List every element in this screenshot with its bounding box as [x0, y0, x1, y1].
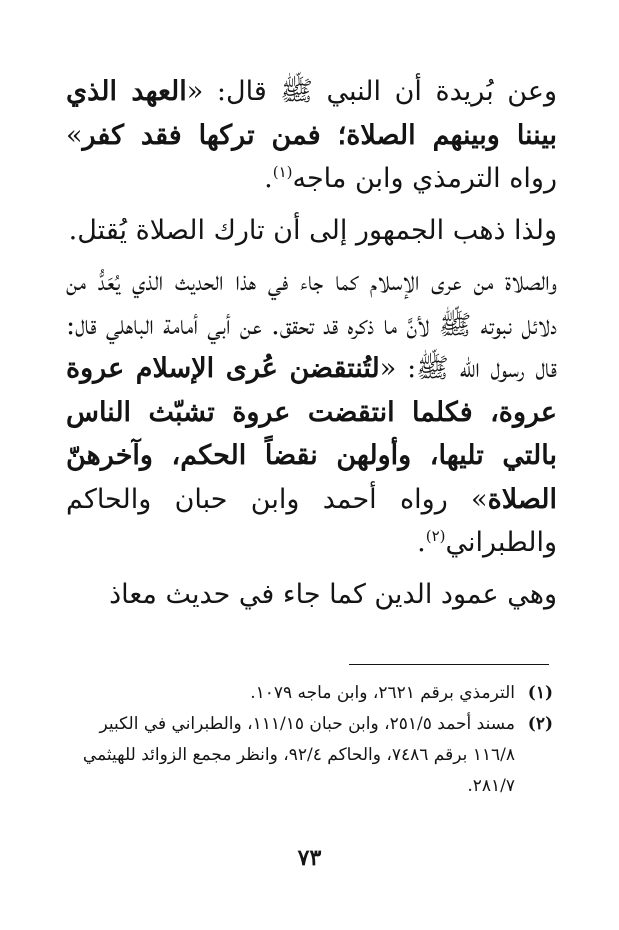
- ruling-text: ولذا ذهب الجمهور إلى أن تارك الصلاة يُقتل.: [68, 214, 557, 246]
- narration-source: » رواه أحمد وابن حبان والحاكم والطبراني: [66, 483, 557, 558]
- footnote-text: الترمذي برقم ٢٦٢١، وابن ماجه ١٠٧٩.: [250, 683, 515, 703]
- hadith-quote: لتُنتقضن عُرى الإسلام عروة عروة، فكلما انتقضت عروة تشبّث الناس بالتي تليها، وأولهن نقضاً الحكم، وآخرهنّ الصلاة: [66, 353, 557, 515]
- paragraph-pillar-of-religion: [66, 573, 557, 617]
- footnote-text: مسند أحمد ٢٥١/٥، وابن حبان ١١١/١٥، والطبراني في الكبير ١١٦/٨ برقم ٧٤٨٦، والحاكم ٩٢/٤، وانظر مجمع الزوائد للهيثمي ٢٨١/٧.: [82, 714, 515, 796]
- sentence-end: .: [264, 163, 273, 194]
- paragraph-buraida-hadith: [66, 70, 557, 201]
- narration-intro: وعن بُريدة أن النبي ﷺ قال: «: [186, 76, 557, 107]
- footnote-1: [66, 678, 553, 709]
- footnote-ref-1: (١): [272, 163, 293, 181]
- footnote-number: (٢): [527, 714, 553, 734]
- paragraph-abi-umama-hadith: [66, 260, 557, 565]
- main-text: [66, 70, 557, 624]
- footnote-ref-2: (٢): [425, 527, 446, 545]
- hadith-quote: العهد الذي بيننا وبينهم الصلاة؛ فمن تركها فقد كفر: [66, 76, 557, 151]
- paragraph-majority-opinion: [66, 209, 557, 253]
- footnote-divider: [349, 664, 549, 665]
- footnote-number: (١): [527, 683, 553, 703]
- page-number: ٧٣: [297, 845, 322, 871]
- continuation-text: وهي عمود الدين كما جاء في حديث معاذ: [109, 578, 557, 610]
- footnote-2: [66, 709, 553, 802]
- footnotes: [66, 678, 553, 802]
- narration-source: » رواه الترمذي وابن ماجه: [66, 119, 557, 194]
- narration-intro: والصلاة من عرى الإسلام كما جاء في هذا الحديث الذي يُعَدُّ من دلائل نبوته ﷺ لأنَّ ما ذكره قد تحقق. عن أبي أمامة الباهلي قال: قال رسول الله ﷺ: «: [66, 266, 557, 384]
- sentence-end: .: [417, 527, 426, 558]
